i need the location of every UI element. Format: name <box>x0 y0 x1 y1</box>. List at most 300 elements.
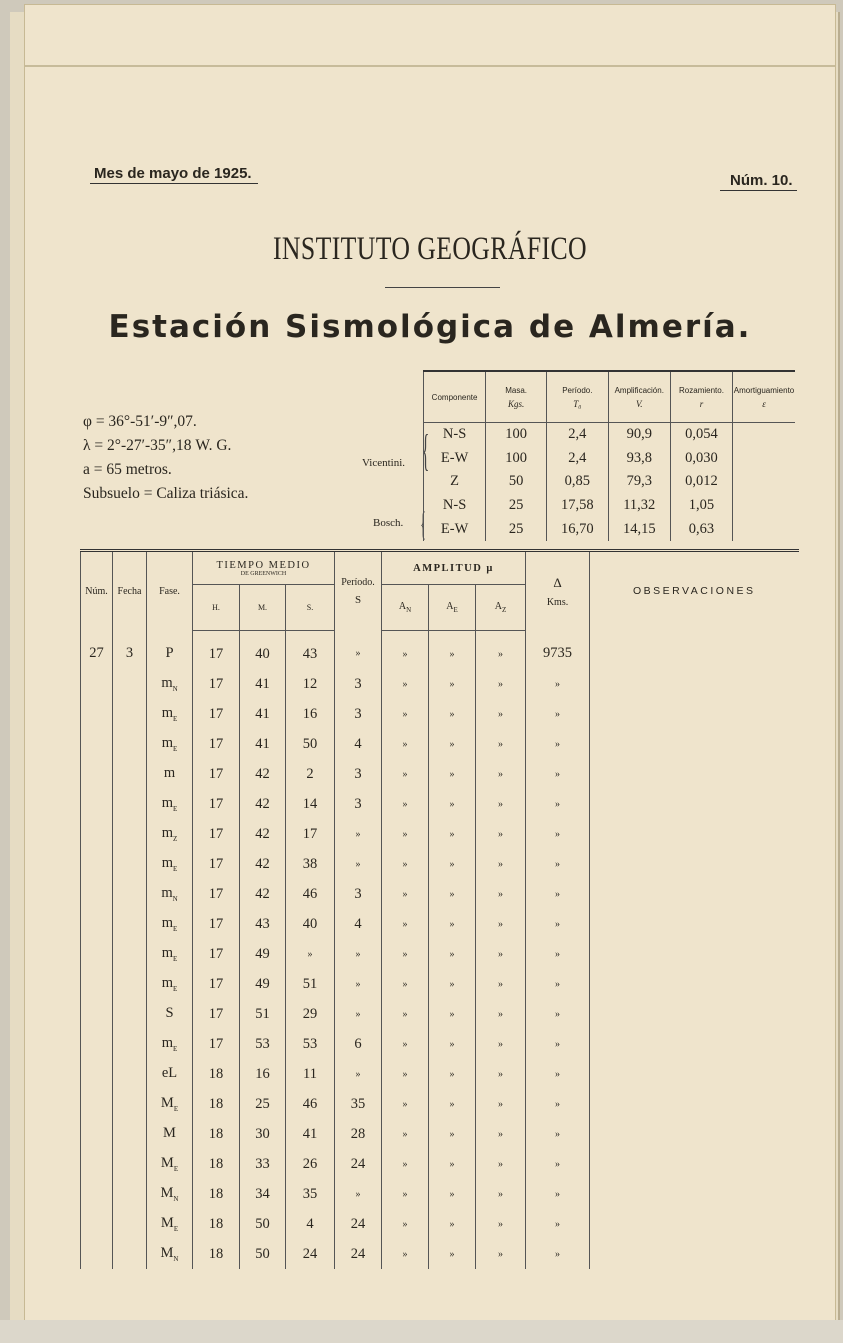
cell-num <box>81 939 113 969</box>
period-unit: T₀ <box>573 398 582 409</box>
instrument-cell-amp: 11,32 <box>608 494 670 518</box>
damping-label: Amortiguamiento <box>733 385 795 395</box>
instrument-cell-period: 16,70 <box>547 517 608 541</box>
cell-h: 18 <box>193 1149 240 1179</box>
cell-s: 16 <box>286 699 335 729</box>
cell-observations <box>590 999 799 1029</box>
cell-date: 3 <box>113 631 147 670</box>
cell-dist: » <box>526 999 590 1029</box>
instrument-cell-comp: E-W <box>424 447 486 471</box>
col-observations: OBSERVACIONES <box>590 551 799 631</box>
vicentini-label: Vicentini. <box>362 457 406 469</box>
period-head: Período. <box>341 576 375 588</box>
cell-h: 17 <box>193 759 240 789</box>
table-row <box>81 631 799 670</box>
cell-per: 3 <box>335 879 382 909</box>
cell-observations <box>590 939 799 969</box>
cell-dist: » <box>526 1179 590 1209</box>
phase-subscript: E <box>173 954 178 963</box>
instrument-cell-mass: 25 <box>486 494 547 518</box>
cell-s: 4 <box>286 1209 335 1239</box>
cell-az: » <box>476 1059 526 1089</box>
cell-ae: » <box>429 1149 476 1179</box>
subsoil: Subsuelo = Caliza triásica. <box>83 485 249 502</box>
instrument-row <box>424 517 796 541</box>
time-sub: DE GREENWICH <box>240 570 287 577</box>
cell-az: » <box>476 909 526 939</box>
phase-label: S <box>165 1005 174 1022</box>
cell-per: » <box>335 1059 382 1089</box>
cell-s: 46 <box>286 879 335 909</box>
cell-observations <box>590 699 799 729</box>
instrument-cell-fric: 0,030 <box>670 447 732 471</box>
cell-m: 30 <box>240 1119 286 1149</box>
institute-title: INSTITUTO GEOGRÁFICO <box>272 231 588 267</box>
phase-subscript: E <box>173 1164 179 1173</box>
friction-unit: r <box>699 398 704 409</box>
cell-phase <box>147 631 193 670</box>
cell-date <box>113 1209 147 1239</box>
table-row <box>81 729 799 759</box>
cell-phase <box>147 1029 193 1059</box>
cell-observations <box>590 789 799 819</box>
cell-dist: » <box>526 1119 590 1149</box>
cell-phase <box>147 669 193 699</box>
cell-az: » <box>476 699 526 729</box>
cell-an: » <box>382 819 429 849</box>
cell-per: » <box>335 819 382 849</box>
instrument-cell-damp <box>733 494 795 518</box>
cell-an: » <box>382 939 429 969</box>
cell-ae: » <box>429 729 476 759</box>
cell-az: » <box>476 789 526 819</box>
bosch-brace: { <box>420 506 427 543</box>
instrument-cell-amp: 79,3 <box>608 470 670 494</box>
cell-per: » <box>335 1179 382 1209</box>
table-row <box>81 1089 799 1119</box>
cell-observations <box>590 1179 799 1209</box>
cell-observations <box>590 669 799 699</box>
col-delta <box>526 551 590 631</box>
cell-h: 17 <box>193 669 240 699</box>
instrument-cell-period: 2,4 <box>547 447 608 471</box>
instrument-row <box>424 447 796 471</box>
col-ae: $A_E$ <box>429 585 476 631</box>
phase-label: m <box>161 915 173 932</box>
cell-dist: » <box>526 909 590 939</box>
cell-s: 40 <box>286 909 335 939</box>
cell-per: » <box>335 939 382 969</box>
instrument-row <box>424 470 796 494</box>
cell-m: 33 <box>240 1149 286 1179</box>
table-row <box>81 759 799 789</box>
col-phase: Fase. <box>147 551 193 631</box>
cell-an: » <box>382 1119 429 1149</box>
instrument-cell-fric: 0,054 <box>670 423 732 447</box>
phase-subscript: E <box>173 864 178 873</box>
friction-label: Rozamiento. <box>679 385 724 395</box>
month-header: Mes de mayo de 1925. <box>90 165 258 184</box>
cell-m: 41 <box>240 729 286 759</box>
cell-an: » <box>382 631 429 670</box>
cell-per: 24 <box>335 1209 382 1239</box>
cell-s: 50 <box>286 729 335 759</box>
cell-date <box>113 759 147 789</box>
cell-an: » <box>382 879 429 909</box>
cell-dist: » <box>526 1059 590 1089</box>
phase-subscript: E <box>173 804 178 813</box>
cell-an: » <box>382 1179 429 1209</box>
period-label: Período. <box>562 385 593 395</box>
cell-s: 14 <box>286 789 335 819</box>
cell-an: » <box>382 849 429 879</box>
cell-observations <box>590 849 799 879</box>
cell-an: » <box>382 789 429 819</box>
cell-date <box>113 969 147 999</box>
phase-label: M <box>160 1245 174 1262</box>
cell-ae: » <box>429 789 476 819</box>
cell-h: 17 <box>193 631 240 670</box>
cell-h: 17 <box>193 849 240 879</box>
table-row <box>81 879 799 909</box>
cell-per: » <box>335 849 382 879</box>
cell-num <box>81 999 113 1029</box>
reading-rows <box>81 631 799 1270</box>
delta-head-unit: Kms. <box>546 596 569 608</box>
cell-num <box>81 819 113 849</box>
cell-az: » <box>476 669 526 699</box>
cell-per: » <box>335 631 382 670</box>
col-component: Componente <box>424 371 486 423</box>
phase-subscript: E <box>173 1224 179 1233</box>
col-damping <box>733 371 795 423</box>
cell-h: 17 <box>193 729 240 759</box>
cell-num <box>81 849 113 879</box>
phase-subscript: E <box>173 1044 178 1053</box>
table-row <box>81 999 799 1029</box>
cell-az: » <box>476 999 526 1029</box>
mass-unit: Kgs. <box>507 398 525 409</box>
cell-per: 4 <box>335 729 382 759</box>
cell-date <box>113 669 147 699</box>
cell-date <box>113 879 147 909</box>
cell-ae: » <box>429 879 476 909</box>
cell-date <box>113 699 147 729</box>
cell-az: » <box>476 849 526 879</box>
cell-phase <box>147 879 193 909</box>
az-label: A <box>494 601 502 612</box>
cell-m: 41 <box>240 699 286 729</box>
phase-label: M <box>160 1095 174 1112</box>
cell-num <box>81 909 113 939</box>
cell-phase <box>147 1149 193 1179</box>
phase-label: m <box>161 975 173 992</box>
phase-label: m <box>161 675 173 692</box>
instrument-cell-mass: 100 <box>486 423 547 447</box>
instrument-cell-period: 0,85 <box>547 470 608 494</box>
cell-az: » <box>476 969 526 999</box>
cell-m: 41 <box>240 669 286 699</box>
phase-label: P <box>165 644 174 661</box>
cell-date <box>113 1029 147 1059</box>
phase-label: M <box>160 1185 174 1202</box>
cell-phase <box>147 1119 193 1149</box>
cell-num <box>81 1119 113 1149</box>
cell-m: 42 <box>240 819 286 849</box>
phase-label: eL <box>161 1065 178 1082</box>
cell-s: 24 <box>286 1239 335 1269</box>
cell-num <box>81 759 113 789</box>
cell-ae: » <box>429 939 476 969</box>
cell-date <box>113 849 147 879</box>
instrument-cell-damp <box>733 447 795 471</box>
bottom-margin <box>0 1320 843 1343</box>
phase-subscript: E <box>173 924 178 933</box>
cell-num: 27 <box>81 631 113 670</box>
document-page <box>25 5 835 1325</box>
cell-az: » <box>476 939 526 969</box>
cell-az: » <box>476 1089 526 1119</box>
cell-dist: » <box>526 969 590 999</box>
cell-m: 53 <box>240 1029 286 1059</box>
cell-m: 43 <box>240 909 286 939</box>
instrument-cell-period: 2,4 <box>547 423 608 447</box>
cell-an: » <box>382 1239 429 1269</box>
cell-observations <box>590 1029 799 1059</box>
cell-m: 42 <box>240 789 286 819</box>
phase-subscript: E <box>173 744 178 753</box>
cell-phase <box>147 999 193 1029</box>
cell-dist: » <box>526 1149 590 1179</box>
cell-num <box>81 1179 113 1209</box>
phase-label: m <box>161 735 173 752</box>
page-fold <box>25 65 835 67</box>
table-row <box>81 849 799 879</box>
cell-date <box>113 789 147 819</box>
cell-ae: » <box>429 819 476 849</box>
table-row <box>81 699 799 729</box>
table-row <box>81 789 799 819</box>
instrument-cell-damp <box>733 517 795 541</box>
ornament-rule <box>385 287 500 288</box>
table-row <box>81 819 799 849</box>
phase-subscript: Z <box>173 834 178 843</box>
cell-an: » <box>382 999 429 1029</box>
number-header: Núm. 10. <box>720 172 797 191</box>
cell-per: 24 <box>335 1239 382 1269</box>
cell-az: » <box>476 1029 526 1059</box>
cell-ae: » <box>429 1119 476 1149</box>
cell-observations <box>590 729 799 759</box>
cell-m: 40 <box>240 631 286 670</box>
cell-observations <box>590 819 799 849</box>
cell-az: » <box>476 819 526 849</box>
cell-dist: » <box>526 1239 590 1269</box>
instrument-cell-period: 17,58 <box>547 494 608 518</box>
cell-phase <box>147 1239 193 1269</box>
cell-date <box>113 1059 147 1089</box>
col-date: Fecha <box>113 551 147 631</box>
cell-m: 16 <box>240 1059 286 1089</box>
cell-m: 42 <box>240 849 286 879</box>
cell-dist: » <box>526 729 590 759</box>
phase-subscript: N <box>173 1254 179 1263</box>
cell-date <box>113 1119 147 1149</box>
cell-observations <box>590 1059 799 1089</box>
period-head-unit: S <box>354 593 362 606</box>
col-num: Núm. <box>81 551 113 631</box>
cell-date <box>113 939 147 969</box>
cell-m: 42 <box>240 759 286 789</box>
cell-an: » <box>382 1029 429 1059</box>
cell-per: 6 <box>335 1029 382 1059</box>
cell-per: 3 <box>335 759 382 789</box>
cell-phase <box>147 849 193 879</box>
cell-s: 2 <box>286 759 335 789</box>
cell-h: 17 <box>193 819 240 849</box>
cell-per: 3 <box>335 789 382 819</box>
cell-dist: » <box>526 849 590 879</box>
cell-per: 4 <box>335 909 382 939</box>
cell-h: 17 <box>193 879 240 909</box>
cell-observations <box>590 1089 799 1119</box>
damping-unit: ε <box>762 398 766 409</box>
table-row <box>81 1029 799 1059</box>
cell-num <box>81 1029 113 1059</box>
instrument-cell-fric: 1,05 <box>670 494 732 518</box>
instrument-cell-mass: 25 <box>486 517 547 541</box>
phase-label: m <box>161 825 173 842</box>
cell-observations <box>590 1239 799 1269</box>
cell-h: 18 <box>193 1059 240 1089</box>
phase-label: m <box>161 885 173 902</box>
cell-date <box>113 1239 147 1269</box>
cell-ae: » <box>429 631 476 670</box>
cell-h: 18 <box>193 1239 240 1269</box>
instrument-cell-fric: 0,63 <box>670 517 732 541</box>
cell-h: 18 <box>193 1089 240 1119</box>
cell-ae: » <box>429 1209 476 1239</box>
cell-observations <box>590 909 799 939</box>
cell-m: 25 <box>240 1089 286 1119</box>
cell-date <box>113 1149 147 1179</box>
col-an: $A_N$ <box>382 585 429 631</box>
cell-m: 51 <box>240 999 286 1029</box>
cell-h: 18 <box>193 1179 240 1209</box>
cell-h: 17 <box>193 909 240 939</box>
instrument-cell-comp: N-S <box>424 494 486 518</box>
cell-az: » <box>476 1179 526 1209</box>
instrument-cell-mass: 100 <box>486 447 547 471</box>
cell-observations <box>590 879 799 909</box>
table-row <box>81 1209 799 1239</box>
cell-h: 18 <box>193 1119 240 1149</box>
col-minutes: M. <box>240 585 286 631</box>
cell-phase <box>147 1179 193 1209</box>
instrument-cell-damp <box>733 470 795 494</box>
phase-label: M <box>163 1125 176 1142</box>
instrument-cell-amp: 14,15 <box>608 517 670 541</box>
cell-m: 49 <box>240 969 286 999</box>
cell-ae: » <box>429 969 476 999</box>
cell-date <box>113 1089 147 1119</box>
cell-s: 46 <box>286 1089 335 1119</box>
cell-observations <box>590 1149 799 1179</box>
cell-az: » <box>476 1239 526 1269</box>
cell-observations <box>590 969 799 999</box>
cell-num <box>81 969 113 999</box>
cell-s: 17 <box>286 819 335 849</box>
phase-subscript: E <box>173 1104 179 1113</box>
table-row <box>81 1239 799 1269</box>
cell-ae: » <box>429 699 476 729</box>
instrument-rows <box>421 423 796 541</box>
cell-dist: » <box>526 819 590 849</box>
cell-per: » <box>335 999 382 1029</box>
cell-dist: » <box>526 789 590 819</box>
cell-ae: » <box>429 759 476 789</box>
col-mass <box>486 371 547 423</box>
table-row <box>81 969 799 999</box>
phase-subscript: N <box>172 894 178 903</box>
cell-ae: » <box>429 1059 476 1089</box>
cell-date <box>113 999 147 1029</box>
table-row <box>81 939 799 969</box>
vicentini-brace: { <box>421 426 430 475</box>
cell-date <box>113 1179 147 1209</box>
cell-dist: » <box>526 1089 590 1119</box>
cell-per: 3 <box>335 699 382 729</box>
cell-per: 28 <box>335 1119 382 1149</box>
cell-num <box>81 1059 113 1089</box>
cell-date <box>113 729 147 759</box>
cell-h: 17 <box>193 699 240 729</box>
cell-per: 3 <box>335 669 382 699</box>
cell-s: 43 <box>286 631 335 670</box>
cell-an: » <box>382 699 429 729</box>
cell-ae: » <box>429 669 476 699</box>
table-row <box>81 1059 799 1089</box>
cell-dist: » <box>526 939 590 969</box>
cell-phase <box>147 819 193 849</box>
phase-subscript: N <box>173 1194 179 1203</box>
phase-subscript: E <box>173 714 178 723</box>
cell-ae: » <box>429 1239 476 1269</box>
cell-s: » <box>286 939 335 969</box>
phase-label: m <box>161 1035 173 1052</box>
table-row <box>81 1119 799 1149</box>
cell-dist: » <box>526 1029 590 1059</box>
cell-an: » <box>382 669 429 699</box>
table-row <box>81 1179 799 1209</box>
col-time-group <box>193 551 335 585</box>
col-amplification <box>608 371 670 423</box>
cell-an: » <box>382 1059 429 1089</box>
instrument-table <box>423 370 795 541</box>
cell-num <box>81 699 113 729</box>
cell-phase <box>147 1209 193 1239</box>
cell-observations <box>590 631 799 670</box>
phase-label: m <box>161 855 173 872</box>
cell-az: » <box>476 1149 526 1179</box>
cell-date <box>113 819 147 849</box>
cell-num <box>81 1149 113 1179</box>
time-label: TIEMPO MEDIO <box>216 559 311 571</box>
cell-m: 34 <box>240 1179 286 1209</box>
cell-dist: » <box>526 759 590 789</box>
cell-az: » <box>476 759 526 789</box>
cell-az: » <box>476 631 526 670</box>
